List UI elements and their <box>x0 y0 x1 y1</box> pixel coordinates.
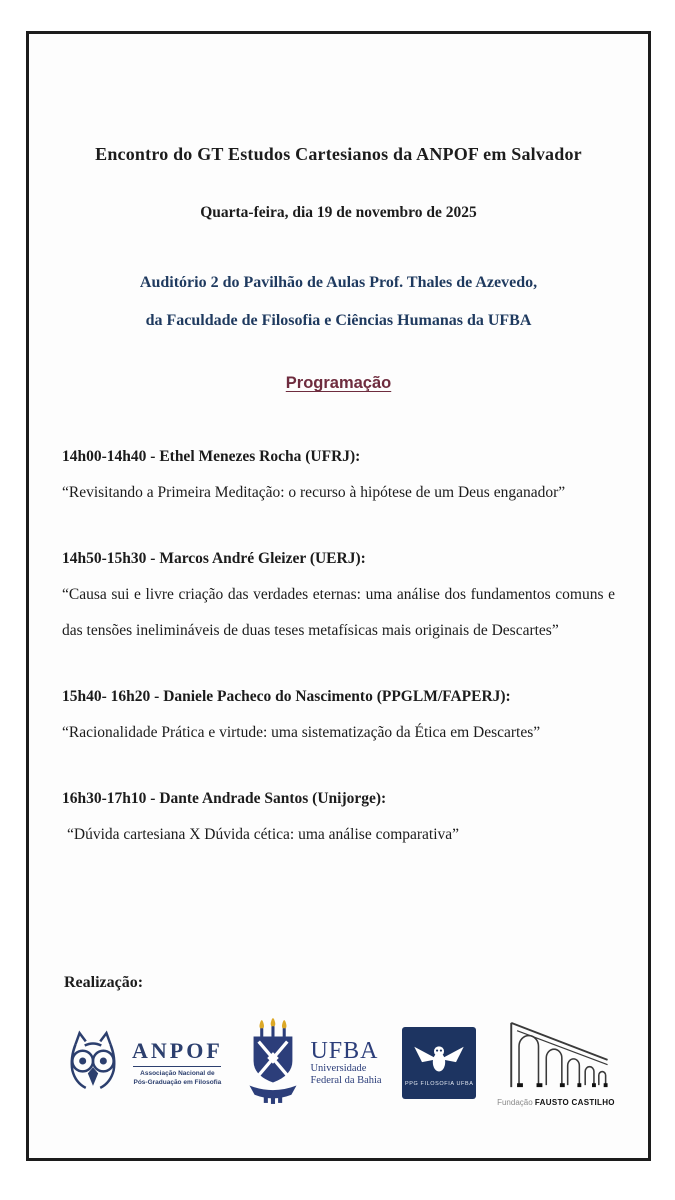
session-1-title: “Revisitando a Primeira Meditação: o recurso à hipótese de um Deus enganador” <box>62 484 566 501</box>
session-4-title: “Dúvida cartesiana X Dúvida cética: uma análise comparativa” <box>67 826 460 843</box>
session-1 <box>62 439 615 511</box>
program-heading-text: Programação <box>285 374 392 392</box>
footer <box>62 974 615 1111</box>
session-2-title: “Causa sui e livre criação das verdades eternas: uma análise dos fundamentos comuns e das tensões inelimináveis de duas teses metafísicas mais originais de Descartes” <box>62 586 615 639</box>
session-3-title: “Racionalidade Prática e virtude: uma sistematização da Ética em Descartes” <box>62 724 541 741</box>
realization-label: Realização: <box>64 974 144 991</box>
ufba-logo <box>243 1014 381 1111</box>
session-4 <box>62 781 615 853</box>
event-title: Encontro do GT Estudos Cartesianos da ANPOF em Salvador <box>95 144 582 164</box>
session-2 <box>62 541 615 649</box>
ufba-crest-icon <box>243 1014 305 1111</box>
ppg-logo-caption: PPG FILOSOFIA UFBA <box>404 1080 474 1087</box>
venue-line-1: Auditório 2 do Pavilhão de Aulas Prof. Thales de Azevedo, <box>139 274 538 291</box>
ppg-filosofia-ufba-logo <box>402 1027 476 1099</box>
session-2-header: 14h50-15h30 - Marcos André Gleizer (UERJ): <box>62 550 366 567</box>
ufba-wordmark: UFBA <box>310 1037 379 1064</box>
anpof-subtitle: Associação Nacional de Pós-Graduação em Filosofia <box>133 1066 221 1087</box>
anpof-owl-icon <box>62 1029 124 1096</box>
session-4-header: 16h30-17h10 - Dante Andrade Santos (Unijorge): <box>62 790 387 807</box>
fausto-arches-icon <box>497 1019 615 1096</box>
session-3-header: 15h40- 16h20 - Daniele Pacheco do Nascimento (PPGLM/FAPERJ): <box>62 688 511 705</box>
program-heading <box>62 374 615 393</box>
poster-page <box>26 31 651 1161</box>
anpof-wordmark: ANPOF <box>132 1038 223 1063</box>
session-1-header: 14h00-14h40 - Ethel Menezes Rocha (UFRJ): <box>62 448 361 465</box>
fausto-castilho-logo <box>497 1019 615 1107</box>
organizer-logos <box>62 1014 615 1111</box>
anpof-logo-text <box>132 1038 223 1087</box>
fausto-logo-caption: Fundação FAUSTO CASTILHO <box>497 1097 615 1107</box>
ufba-logo-text <box>310 1039 381 1087</box>
ppg-owl-icon <box>411 1039 467 1078</box>
ufba-subtitle: Universidade Federal da Bahia <box>310 1062 382 1086</box>
program-list <box>62 439 615 853</box>
venue-line-2: da Faculdade de Filosofia e Ciências Humanas da UFBA <box>145 312 532 329</box>
event-venue <box>62 264 615 340</box>
anpof-logo <box>62 1029 223 1096</box>
event-date: Quarta-feira, dia 19 de novembro de 2025 <box>200 204 477 221</box>
session-3 <box>62 679 615 751</box>
